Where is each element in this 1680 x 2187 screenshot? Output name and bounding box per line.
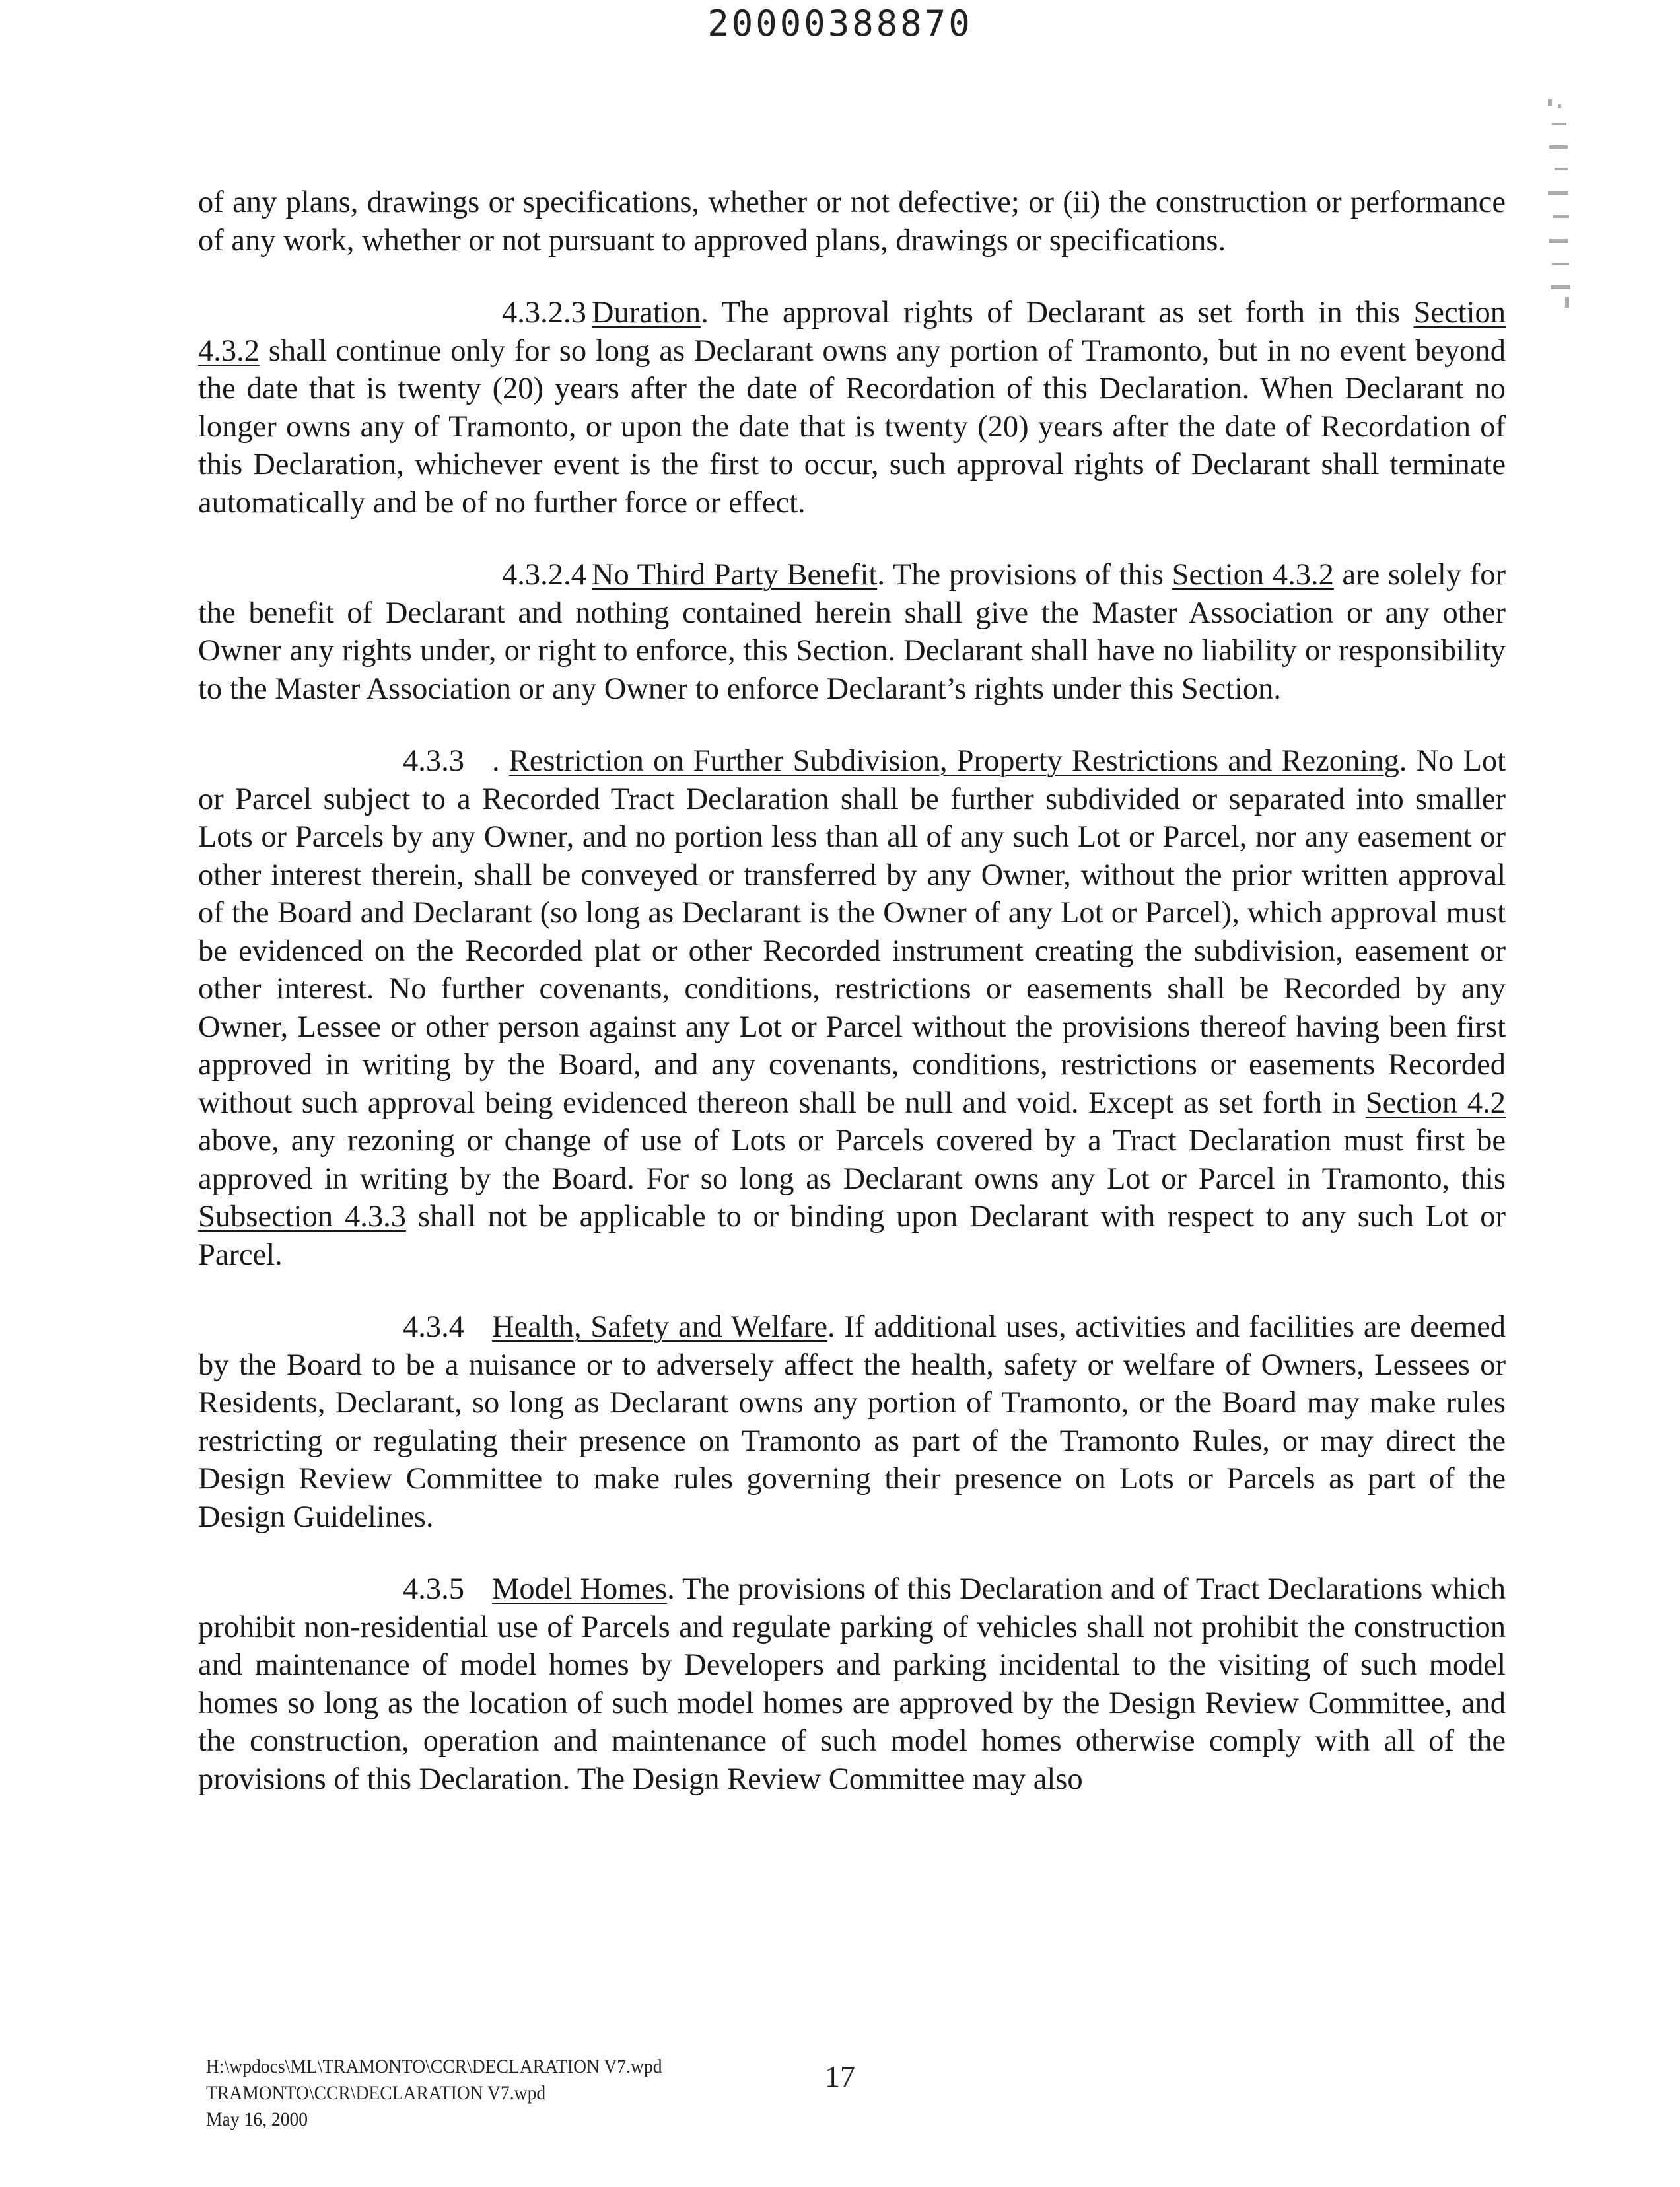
declaration-body [198,184,1506,1832]
section-text: The approval rights of Declarant as set forth in this [708,296,1414,330]
section-number: 4.3.5 [403,1572,464,1606]
heading-period: . [1399,744,1407,778]
page-number: 17 [825,2060,855,2093]
section-4-3-2-3 [198,294,1506,522]
section-reference: Section 4.3.2 [198,296,1506,368]
section-text: above, any rezoning or change of use of Lots or Parcels covered by a Tract Declaration must first be approved in writing by the Board. For so long as Declarant owns any Lot or Parcel in Tramonto, this [198,1124,1506,1196]
section-4-3-5 [198,1570,1506,1798]
section-text: shall not be applicable to or binding upon Declarant with respect to any such Lot or Parcel. [198,1200,1506,1272]
heading-period: . [701,296,709,330]
section-number: 4.3.2.4 [502,558,586,592]
section-number: 4.3.3 [403,744,464,778]
continuation-paragraph: of any plans, drawings or specifications, whether or not defective; or (ii) the construction or performance of any work, whether or not pursuant to approved plans, drawings or specifications. [198,186,1506,258]
section-text: If additional uses, activities and facilities are deemed by the Board to be a nuisance or to adversely affect the health, safety or welfare of Owners, Lessees or Residents, Declarant, so long as Declarant owns any portion of Tramonto, or the Board may make rules restricting or regulating their presence on Tramonto as part of the Tramonto Rules, or may direct the Design Review Committee to make rules governing their presence on Lots or Parcels as part of the Design Guidelines. [198,1310,1506,1534]
section-number: 4.3.4 [403,1310,464,1344]
section-text: shall continue only for so long as Declarant owns any portion of Tramonto, but in no event beyond the date that is twenty (20) years after the date of Recordation of this Declaration. When Declarant no longer owns any of Tramonto, or upon the date that is twenty (20) years after the date of Recordation of this Declaration, whichever event is the first to occur, such approval rights of Declarant shall terminate automatically and be of no further force or effect. [198,333,1506,520]
section-text: The provisions of this Declaration and of Tract Declarations which prohibit non-residential use of Parcels and regulate parking of vehicles shall not prohibit the construction and maintenance of model homes by Developers and parking incidental to the visiting of such model homes so long as the location of such model homes are approved by the Design Review Committee, and the construction, operation and maintenance of such model homes otherwise comply with all of the provisions of this Declaration. The Design Review Committee may also [198,1572,1506,1796]
stray-mark: . [492,744,500,778]
footer-date: May 16, 2000 [206,2108,308,2130]
section-reference: Section 4.3.2 [1172,558,1334,592]
section-heading: Model Homes [492,1572,668,1606]
section-heading: Restriction on Further Subdivision, Property Restrictions and Rezoning [508,744,1399,778]
footer-path-line-1: H:\wpdocs\ML\TRAMONTO\CCR\DECLARATION V7.wpd [206,2056,662,2077]
section-reference: Subsection 4.3.3 [198,1200,406,1233]
scan-artifact-mark [1539,99,1578,310]
heading-period: . [827,1310,835,1344]
section-text: No Lot or Parcel subject to a Recorded Tract Declaration shall be further subdivided or separated into smaller Lots or Parcels by any Owner, and no portion less than all of any such Lot or Parcel, nor any easement or other interest therein, shall be conveyed or transferred by any Owner, without the prior written approval of the Board and Declarant (so long as Declarant is the Owner of any Lot or Parcel), which approval must be evidenced on the Recorded plat or other Recorded instrument creating the subdivision, easement or other interest. No further covenants, conditions, restrictions or easements shall be Recorded by any Owner, Lessee or other person against any Lot or Parcel without the provisions thereof having been first approved in writing by the Board, and any covenants, conditions, restrictions or easements Recorded without such approval being evidenced thereon shall be null and void. Except as set forth in [198,744,1506,1120]
section-heading: No Third Party Benefit [591,558,878,592]
section-heading: Health, Safety and Welfare [492,1310,827,1344]
section-heading: Duration [591,296,701,330]
section-text: The provisions of this [884,558,1172,592]
section-4-3-3 [198,742,1506,1274]
section-text: are solely for the benefit of Declarant and nothing contained herein shall give the Master Association or any other Owner any rights under, or right to enforce, this Section. Declarant shall have no liability or responsibility to the Master Association or any Owner to enforce Declarant’s rights under this Section. [198,558,1506,706]
section-number: 4.3.2.3 [502,296,586,330]
footer-path-line-2: TRAMONTO\CCR\DECLARATION V7.wpd [206,2082,546,2104]
document-number: 20000388870 [707,3,973,44]
heading-period: . [667,1572,675,1606]
heading-period: . [877,558,885,592]
section-reference: Section 4.2 [1365,1086,1506,1120]
section-4-3-4 [198,1308,1506,1536]
section-4-3-2-4 [198,556,1506,708]
